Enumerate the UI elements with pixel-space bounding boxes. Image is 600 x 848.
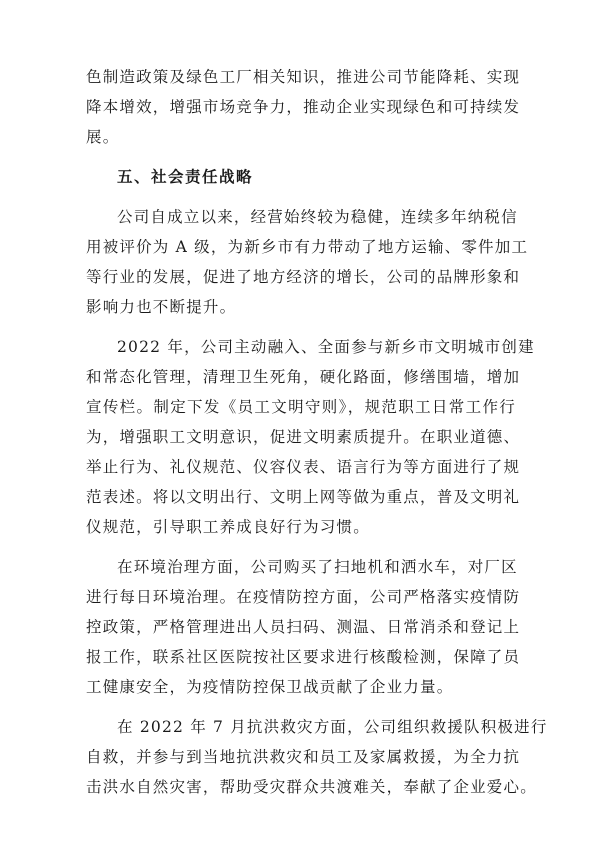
text-line: 报工作，联系社区医院按社区要求进行核酸检测，保障了员 [86, 648, 521, 666]
text-line: 仪规范，引导职工养成良好行为习惯。 [86, 518, 370, 536]
paragraph-green-manufacturing [86, 62, 521, 152]
text-line: 用被评价为 A 级，为新乡市有力带动了地方运输、零件加工 [86, 238, 529, 256]
text-line: 影响力也不断提升。 [86, 298, 237, 316]
text-line: 工健康安全，为疫情防控保卫战贡献了企业力量。 [86, 678, 454, 696]
paragraph-civilized-city [86, 332, 535, 542]
text-line: 举止行为、礼仪规范、仪容仪表、语言行为等方面进行了规 [86, 458, 521, 476]
text-line: 宣传栏。制定下发《员工文明守则》，规范职工日常工作行 [86, 398, 516, 416]
section-heading: 五、社会责任战略 [117, 168, 254, 186]
text-line: 控政策，严格管理进出人员扫码、测温、日常消杀和登记上 [86, 618, 521, 636]
text-line: 展。 [86, 128, 120, 146]
paragraph-environment-epidemic [86, 552, 521, 702]
text-line: 在 2022 年 7 月抗洪救灾方面，公司组织救援队积极进行 [117, 718, 548, 736]
paragraph-flood-relief [86, 712, 548, 802]
text-line: 自救，并参与到当地抗洪救灾和员工及家属救援，为全力抗 [86, 748, 521, 766]
text-line: 2022 年，公司主动融入、全面参与新乡市文明城市创建 [117, 338, 535, 356]
text-line: 进行每日环境治理。在疫情防控方面，公司严格落实疫情防 [86, 588, 521, 606]
text-line: 范表述。将以文明出行、文明上网等做为重点，普及文明礼 [86, 488, 521, 506]
text-line: 击洪水自然灾害，帮助受灾群众共渡难关，奉献了企业爱心。 [86, 778, 537, 796]
text-line: 公司自成立以来，经营始终较为稳健，连续多年纳税信 [117, 208, 518, 226]
document-body [86, 62, 548, 802]
paragraph-company-stability [86, 202, 529, 322]
text-line: 降本增效，增强市场竞争力，推动企业实现绿色和可持续发 [86, 98, 521, 116]
text-line: 在环境治理方面，公司购买了扫地机和洒水车，对厂区 [117, 558, 518, 576]
text-line: 为，增强职工文明意识，促进文明素质提升。在职业道德、 [86, 428, 521, 446]
text-line: 色制造政策及绿色工厂相关知识，推进公司节能降耗、实现 [86, 68, 521, 86]
text-line: 等行业的发展，促进了地方经济的增长，公司的品牌形象和 [86, 268, 521, 286]
text-line: 和常态化管理，清理卫生死角，硬化路面，修缮围墙，增加 [86, 368, 521, 386]
